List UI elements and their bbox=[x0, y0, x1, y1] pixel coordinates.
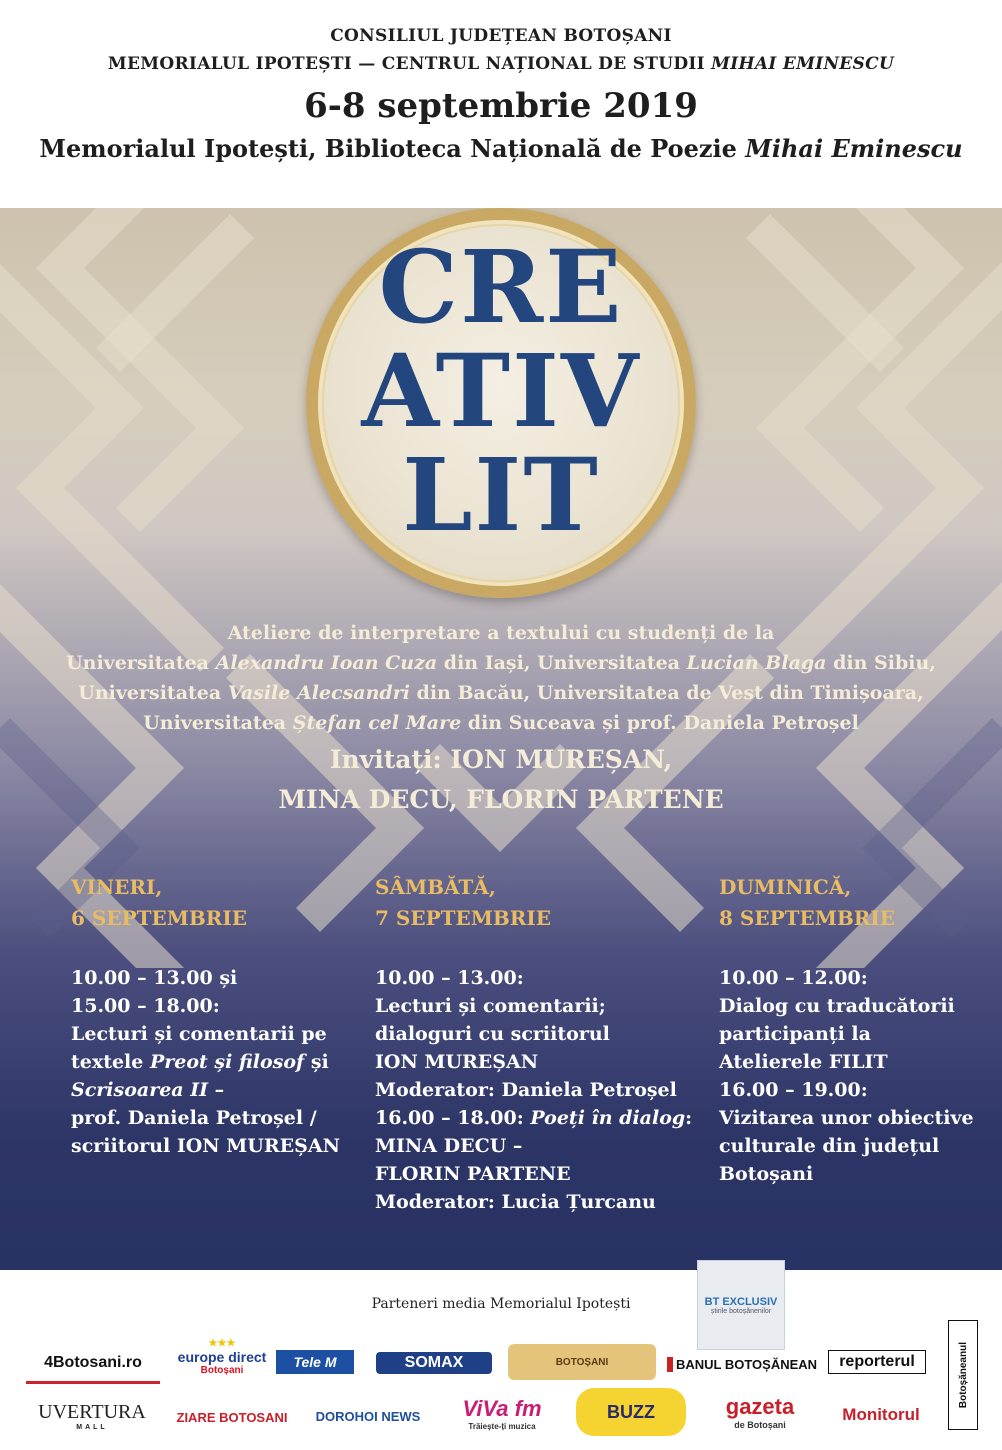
ziare-botosani-logo[interactable]: ZIARE BOTOSANI bbox=[176, 1409, 288, 1425]
description-line-2: Universitatea Alexandru Ioan Cuza din Iași, Universitatea Lucian Blaga din Sibiu, bbox=[66, 652, 936, 674]
event-text: Botoșani bbox=[719, 1163, 814, 1185]
event-text: MINA DECU – bbox=[375, 1135, 523, 1157]
dorohoi-news-logo[interactable]: DOROHOI NEWS bbox=[315, 1408, 421, 1424]
4botosani-logo[interactable]: 4Botosani.ro bbox=[26, 1344, 160, 1384]
buzz-logo[interactable]: BUZZ bbox=[576, 1388, 686, 1436]
tele-m-logo[interactable]: Tele M bbox=[276, 1350, 354, 1374]
event-text: Atelierele FILIT bbox=[719, 1051, 888, 1073]
partners-title: Parteneri media Memorialul Ipotești bbox=[371, 1296, 631, 1312]
eu-stars-icon: ★★★ bbox=[208, 1338, 236, 1349]
guests-line-2: MINA DECU, FLORIN PARTENE bbox=[278, 785, 724, 814]
botosani-scroll-logo[interactable]: BOTOȘANI bbox=[508, 1344, 656, 1380]
event-venue: Memorialul Ipotești, Biblioteca Națională de Poezie Mihai Eminescu bbox=[39, 134, 963, 163]
schedule-saturday bbox=[375, 872, 692, 1216]
description-line-3: Universitatea Vasile Alecsandri din Bacău, Universitatea de Vest din Timișoara, bbox=[78, 682, 924, 704]
schedule-friday bbox=[71, 872, 340, 1160]
event-date: 6-8 septembrie 2019 bbox=[304, 86, 698, 126]
day-date: 6 SEPTEMBRIE bbox=[71, 906, 247, 930]
uvertura-mall-logo[interactable]: UVERTURA MALL bbox=[38, 1401, 146, 1431]
monitorul-logo[interactable]: Monitorul bbox=[842, 1405, 920, 1424]
time-slot: 10.00 – 13.00 și bbox=[71, 967, 238, 989]
description-line-1: Ateliere de interpretare a textului cu studenți de la bbox=[227, 622, 775, 644]
organizer-line-2: MEMORIALUL IPOTEȘTI — CENTRUL NAȚIONAL DE STUDII MIHAI EMINESCU bbox=[107, 54, 895, 74]
partners-footer bbox=[0, 1270, 1002, 1450]
day-heading: SÂMBĂTĂ, bbox=[375, 875, 496, 899]
logo-line-1: CRE bbox=[378, 228, 624, 346]
logo-line-3: LIT bbox=[402, 436, 600, 554]
event-text: prof. Daniela Petroșel / bbox=[71, 1107, 317, 1129]
day-heading: DUMINICĂ, bbox=[719, 875, 852, 899]
viva-fm-logo[interactable]: ViVa fm Trăiește-ți muzica bbox=[462, 1395, 542, 1431]
event-text: Moderator: Lucia Țurcanu bbox=[375, 1191, 656, 1213]
event-text: Lecturi și comentarii; bbox=[375, 995, 606, 1017]
poster-header bbox=[0, 0, 1002, 208]
schedule-sunday bbox=[719, 872, 974, 1188]
time-slot: 10.00 – 12.00: bbox=[719, 967, 868, 989]
banul-botosanean-logo[interactable]: BANUL BOTOȘĂNEAN bbox=[678, 1352, 806, 1376]
gazeta-de-botosani-logo[interactable]: gazeta de Botoșani bbox=[725, 1394, 795, 1430]
time-slot: 16.00 – 19.00: bbox=[719, 1079, 868, 1101]
botoseaneanul-logo[interactable]: Botoșăneanul bbox=[948, 1320, 978, 1430]
logo-line-2: ATIV bbox=[361, 332, 641, 450]
event-description bbox=[0, 618, 1002, 818]
somax-logo[interactable]: SOMAX bbox=[376, 1352, 492, 1374]
time-slot: 10.00 – 13.00: bbox=[375, 967, 524, 989]
europe-direct-logo[interactable]: ★★★ europe direct Botoșani bbox=[177, 1338, 267, 1376]
event-text: ION MUREȘAN bbox=[375, 1051, 539, 1073]
day-date: 7 SEPTEMBRIE bbox=[375, 906, 551, 930]
event-text: Lecturi și comentarii pe bbox=[71, 1023, 327, 1045]
time-slot: 15.00 – 18.00: bbox=[71, 995, 220, 1017]
poster-body bbox=[0, 208, 1002, 1270]
creativ-lit-logo bbox=[306, 208, 696, 598]
bt-exclusiv-logo[interactable]: BT EXCLUSIV știrile botoșănenilor bbox=[697, 1260, 785, 1350]
event-text: Vizitarea unor obiective bbox=[719, 1107, 974, 1129]
event-text: dialoguri cu scriitorul bbox=[375, 1023, 610, 1045]
organizer-line-1: CONSILIUL JUDEȚEAN BOTOȘANI bbox=[330, 26, 672, 46]
guests-line-1: Invitați: ION MUREȘAN, bbox=[329, 745, 673, 774]
event-text: scriitorul ION MUREȘAN bbox=[71, 1135, 340, 1157]
event-text: FLORIN PARTENE bbox=[375, 1163, 571, 1185]
event-text: Moderator: Daniela Petroșel bbox=[375, 1079, 677, 1101]
time-slot: 16.00 – 18.00: Poeți în dialog: bbox=[375, 1107, 693, 1129]
description-line-4: Universitatea Ștefan cel Mare din Suceava și prof. Daniela Petroșel bbox=[143, 712, 859, 734]
day-heading: VINERI, bbox=[71, 875, 163, 899]
event-text: participanți la bbox=[719, 1023, 871, 1045]
event-text: textele Preot și filosof și bbox=[71, 1051, 329, 1073]
reporterul-logo[interactable]: reporterul bbox=[828, 1350, 926, 1374]
event-text: Dialog cu traducătorii bbox=[719, 995, 955, 1017]
event-text: culturale din județul bbox=[719, 1135, 940, 1157]
event-text: Scrisoarea II – bbox=[71, 1079, 225, 1101]
day-date: 8 SEPTEMBRIE bbox=[719, 906, 895, 930]
